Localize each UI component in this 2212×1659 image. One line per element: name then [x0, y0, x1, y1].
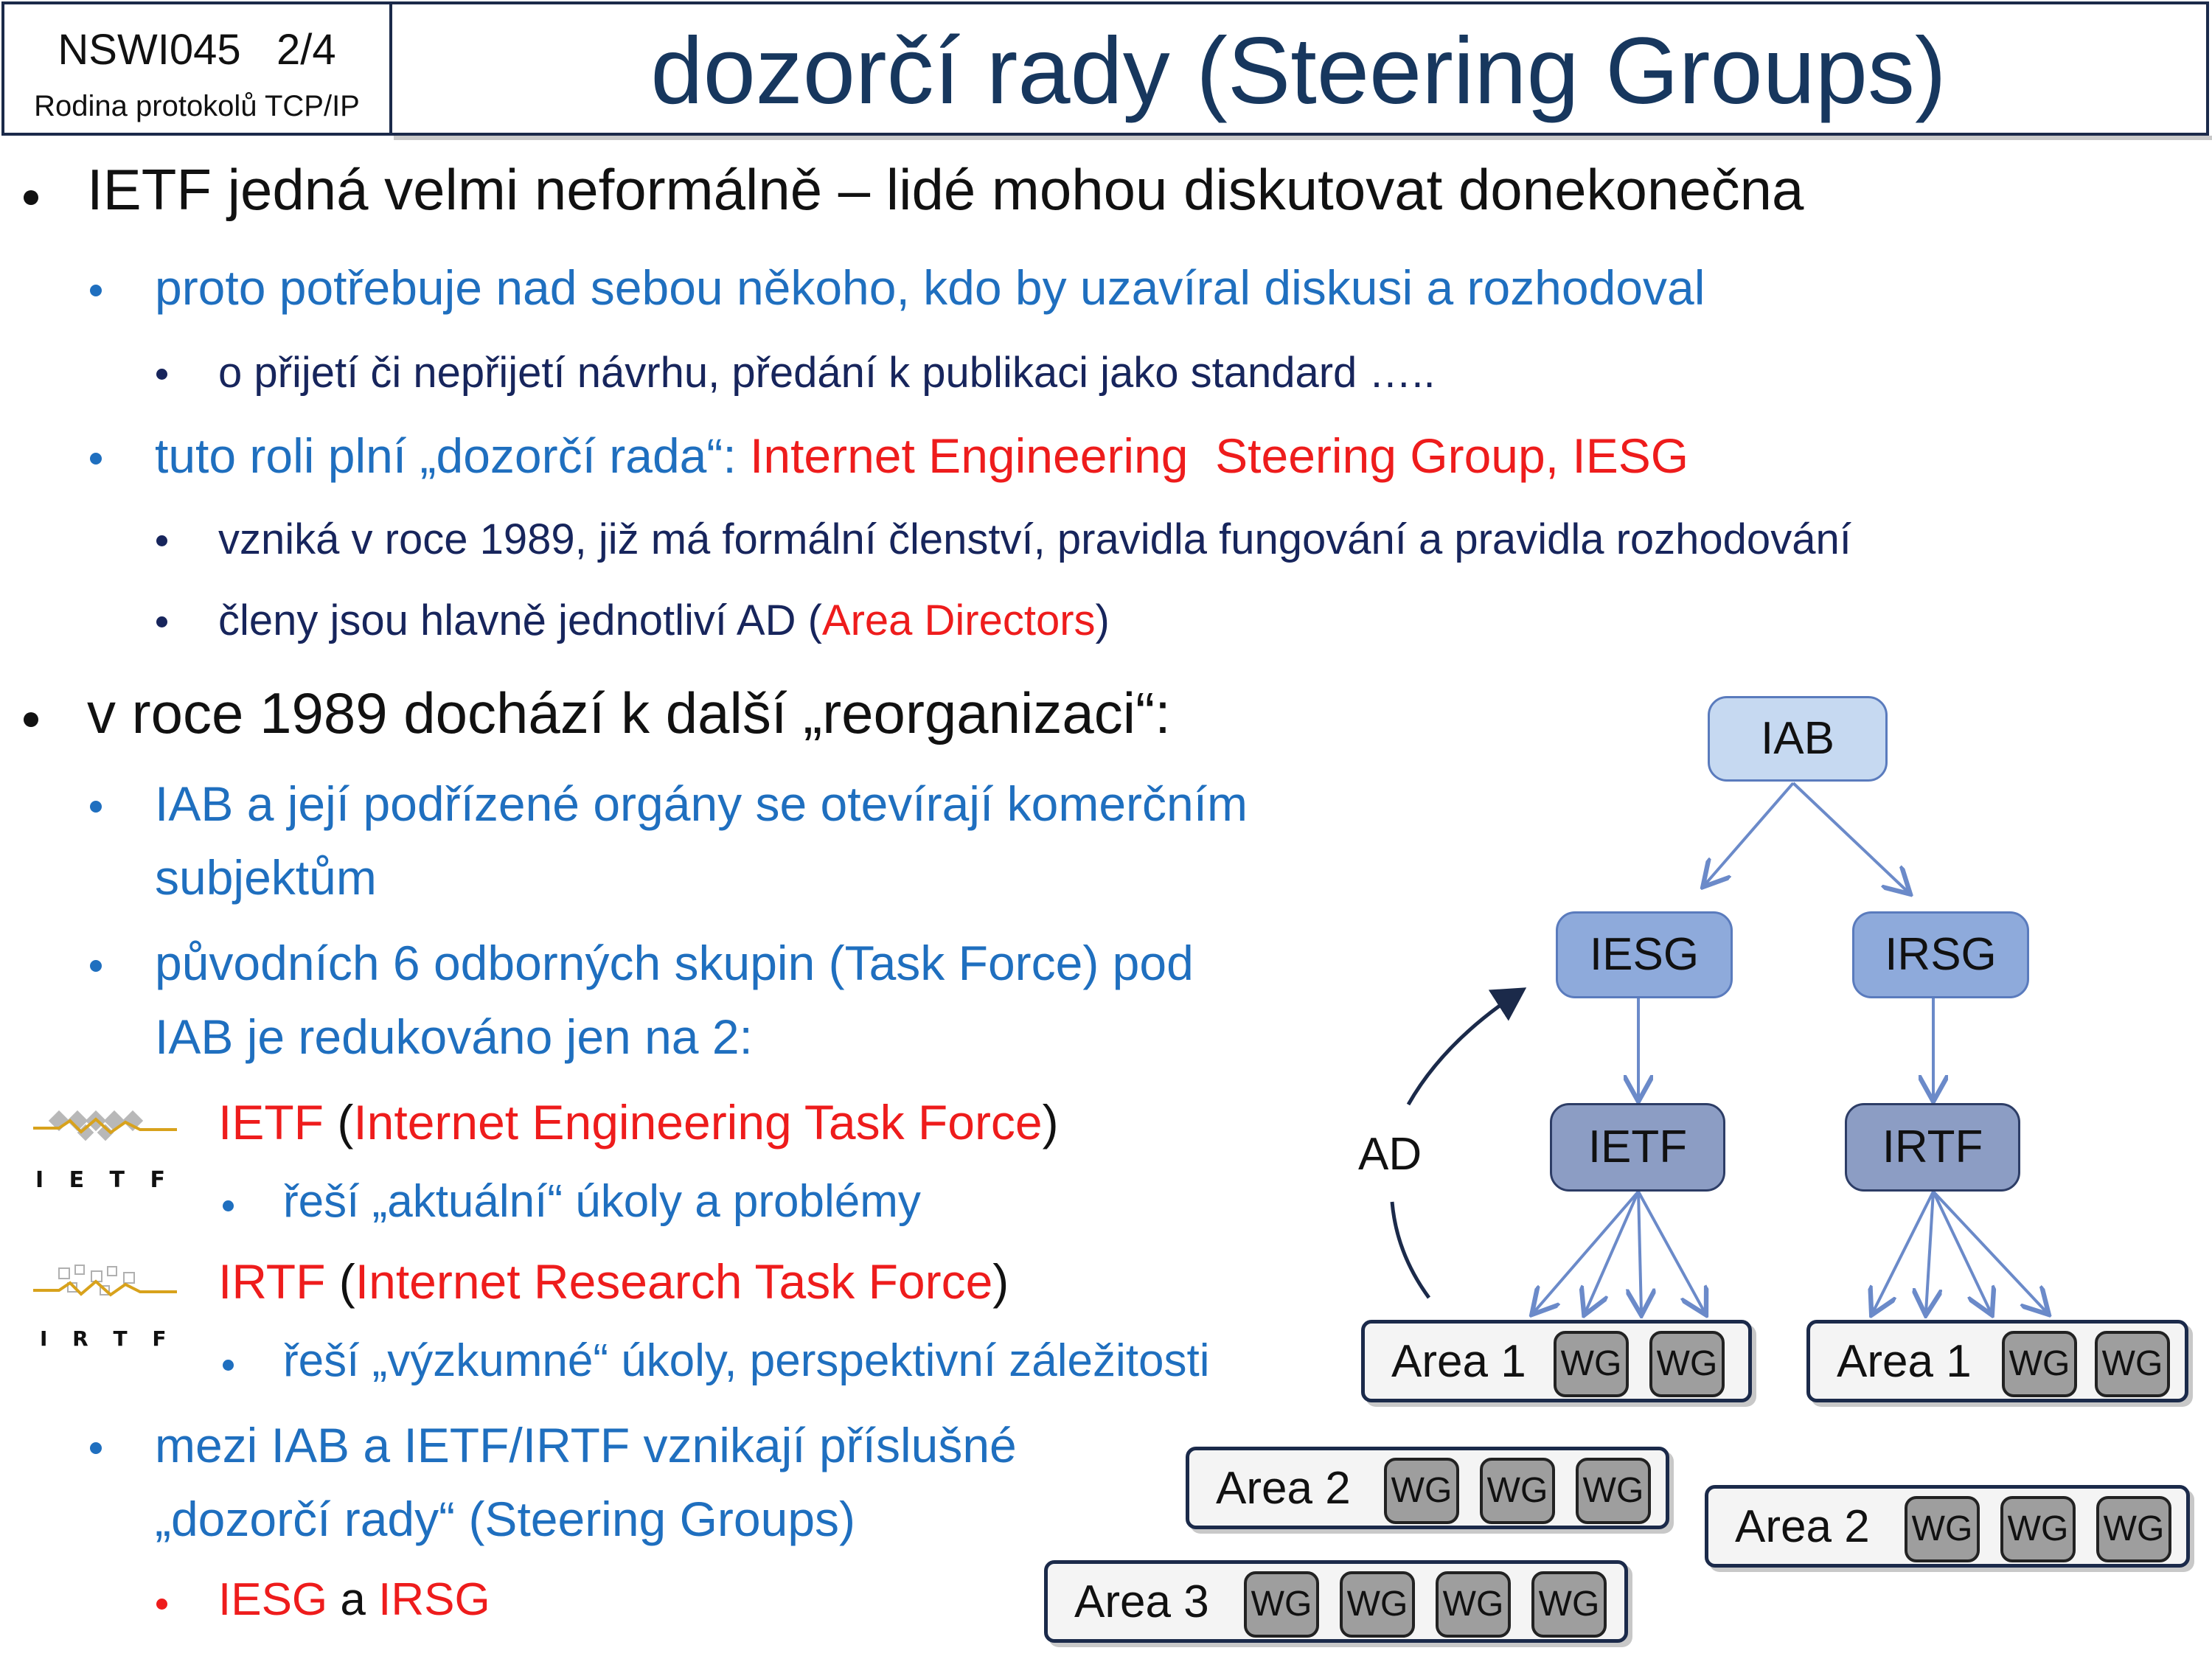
slide-title: dozorčí rady (Steering Groups) [650, 18, 1947, 124]
ietf-area-1 [1361, 1320, 1752, 1402]
ietf-area-2 [1186, 1447, 1669, 1529]
members-suffix: ) [1095, 597, 1110, 644]
bullet-commercial-line1: IAB a její podřízené orgány se otevírají komerčním [155, 776, 1248, 831]
irtf-area-1 [1806, 1320, 2188, 1402]
node-irsg: IRSG [1852, 911, 2029, 998]
bullet-commercial-line2: subjektům [155, 850, 377, 905]
ietf-abbr: IETF [218, 1095, 324, 1150]
area-label: Area 3 [1074, 1576, 1209, 1627]
bullet-iesg-1989: vzniká v roce 1989, již má formální členství, pravidla fungování a pravidla rozhodování [218, 515, 1851, 563]
irtf-close: ) [992, 1254, 1009, 1309]
ietf-open: ( [324, 1095, 354, 1150]
bullet-steering-line2: „dozorčí rady“ (Steering Groups) [155, 1492, 856, 1546]
wg-box: WG [2095, 1331, 2170, 1397]
irtf-full: Internet Research Task Force [355, 1254, 993, 1309]
course-name: Rodina protokolů TCP/IP [34, 90, 360, 122]
ietf-area-3 [1044, 1560, 1628, 1643]
members-prefix: členy jsou hlavně jednotliví AD ( [218, 597, 822, 644]
irtf-area-2 [1705, 1485, 2190, 1568]
ietf-full: Internet Engineering Task Force [353, 1095, 1043, 1150]
bullet-steering-line1: mezi IAB a IETF/IRTF vznikají příslušné [155, 1418, 1017, 1472]
bullet-needs-decider: proto potřebuje nad sebou někoho, kdo by uzavíral diskusi a rozhodoval [155, 260, 1705, 315]
wg-box: WG [1554, 1331, 1629, 1397]
bullet-reorganization: v roce 1989 dochází k další „reorganizaci“: [87, 681, 1171, 745]
wg-box: WG [1436, 1571, 1511, 1638]
ietf-close: ) [1042, 1095, 1059, 1150]
members-area-directors: Area Directors [821, 597, 1096, 644]
wg-box: WG [1531, 1571, 1607, 1638]
irtf-sub-bullet: řeší „výzkumné“ úkoly, perspektivní záležitosti [283, 1335, 1210, 1386]
bullet-iesg-role-prefix: tuto roli plní „dozorčí rada“: [155, 428, 751, 483]
area-label: Area 1 [1837, 1336, 1972, 1387]
wg-box: WG [1905, 1496, 1980, 1562]
and-label: a [327, 1574, 379, 1625]
wg-box: WG [2002, 1331, 2077, 1397]
ietf-sub-bullet: řeší „aktuální“ úkoly a problémy [283, 1176, 921, 1227]
wg-box: WG [1340, 1571, 1415, 1638]
node-irtf: IRTF [1845, 1103, 2020, 1192]
bullet-decisions: o přijetí či nepřijetí návrhu, předání k publikaci jako standard ….. [218, 349, 1436, 397]
irtf-open: ( [325, 1254, 355, 1309]
node-iab: IAB [1708, 696, 1888, 782]
area-label: Area 2 [1216, 1463, 1351, 1514]
bullet-taskforce-line2: IAB je redukováno jen na 2: [155, 1009, 753, 1064]
irtf-logo-text: I R T F [40, 1326, 175, 1351]
wg-box: WG [2096, 1496, 2171, 1562]
wg-box: WG [1384, 1458, 1459, 1524]
ad-label: AD [1358, 1129, 1422, 1180]
bullet-ietf-informal: IETF jedná velmi neformálně – lidé mohou diskutovat donekonečna [87, 157, 1804, 222]
iesg-label: IESG [218, 1574, 328, 1625]
wg-box: WG [1576, 1458, 1651, 1524]
irtf-abbr: IRTF [218, 1254, 326, 1309]
wg-box: WG [1649, 1331, 1725, 1397]
ietf-logo-text: I E T F [35, 1167, 174, 1193]
node-iesg: IESG [1556, 911, 1733, 998]
wg-box: WG [2000, 1496, 2076, 1562]
bullet-iesg-role-highlight: Internet Engineering Steering Group, IESG [750, 428, 1689, 483]
bullet-taskforce-line1: původních 6 odborných skupin (Task Force) pod [155, 936, 1194, 990]
node-ietf: IETF [1550, 1103, 1725, 1192]
wg-box: WG [1244, 1571, 1319, 1638]
irsg-label: IRSG [378, 1574, 490, 1625]
course-code: NSWI045 2/4 [58, 26, 336, 74]
area-label: Area 1 [1391, 1336, 1526, 1387]
area-label: Area 2 [1735, 1501, 1870, 1552]
wg-box: WG [1480, 1458, 1555, 1524]
